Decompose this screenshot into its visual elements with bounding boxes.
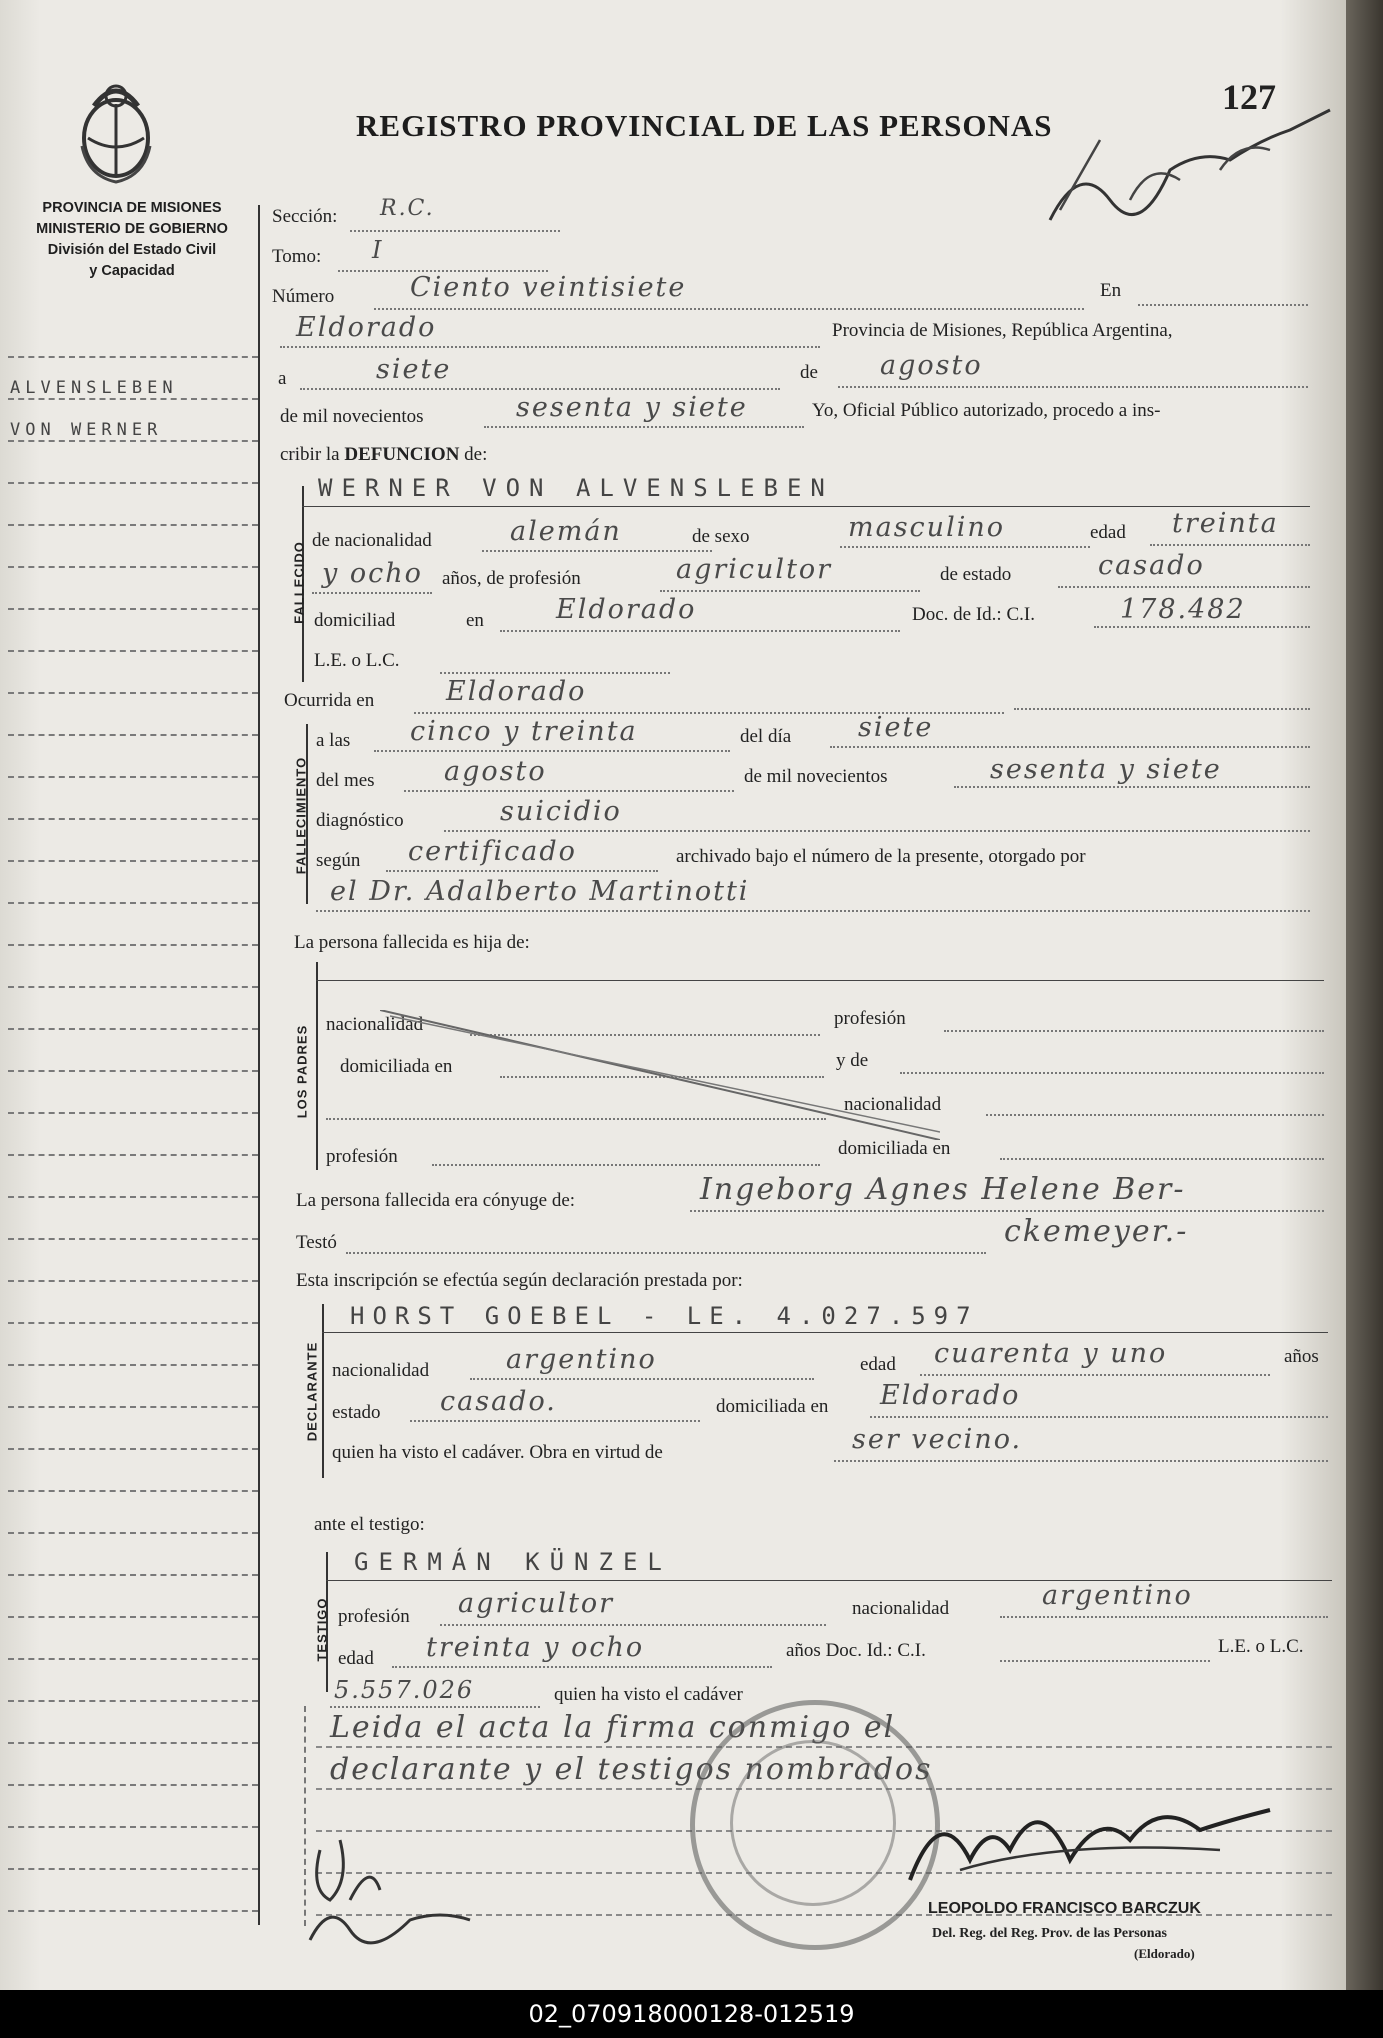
margin-rule-line bbox=[8, 482, 258, 484]
madre-nombre-line bbox=[900, 1072, 1324, 1074]
dept-line-ministry: MINISTERIO DE GOBIERNO bbox=[36, 221, 228, 237]
margin-rule-line bbox=[8, 1448, 258, 1450]
conyuge-value2: ckemeyer.- bbox=[1004, 1214, 1189, 1249]
conyuge-line bbox=[690, 1210, 1324, 1212]
margin-rule-line bbox=[8, 692, 258, 694]
mes-line bbox=[838, 386, 1308, 388]
margin-given-names: VON WERNER bbox=[10, 420, 163, 440]
conyuge-value1: Ingeborg Agnes Helene Ber- bbox=[700, 1172, 1186, 1207]
fallecimiento-tab: FALLECIMIENTO bbox=[293, 756, 309, 875]
declarante-nombre: HORST GOEBEL - LE. 4.027.597 bbox=[350, 1302, 979, 1330]
fallecido-doc-value: 178.482 bbox=[1120, 594, 1246, 625]
fallecimiento-segun-label: según bbox=[316, 850, 361, 871]
fallecido-sexo-value: masculino bbox=[848, 512, 1005, 543]
document-title: REGISTRO PROVINCIAL DE LAS PERSONAS bbox=[356, 108, 1053, 143]
margin-rule-line bbox=[8, 944, 258, 946]
book-spine bbox=[1346, 0, 1383, 1990]
fallecimiento-mes-line bbox=[404, 790, 734, 792]
testigo-prof-line bbox=[440, 1624, 826, 1626]
dept-line-province: PROVINCIA DE MISIONES bbox=[42, 200, 222, 216]
fallecimiento-segun-value: certificado bbox=[408, 836, 577, 867]
madre-nac-line bbox=[986, 1114, 1324, 1116]
margin-rule-line bbox=[8, 776, 258, 778]
fallecido-nac-label: de nacionalidad bbox=[312, 530, 432, 551]
oficial-text: Yo, Oficial Público autorizado, procedo a ins- bbox=[812, 400, 1161, 421]
testigo-doc-value: 5.557.026 bbox=[334, 1676, 475, 1704]
fallecido-edad-label: edad bbox=[1090, 522, 1126, 543]
declarante-visto-line bbox=[834, 1460, 1328, 1462]
testigo-nombre: GERMÁN KÜNZEL bbox=[354, 1548, 672, 1576]
fallecimiento-mes-value: agosto bbox=[444, 756, 547, 787]
declarante-tab: DECLARANTE bbox=[304, 1341, 320, 1442]
padre-prof-line bbox=[944, 1030, 1324, 1032]
fallecido-tab: FALLECIDO bbox=[291, 541, 307, 624]
declarante-dom-value: Eldorado bbox=[880, 1380, 1021, 1411]
inscribir-line bbox=[280, 444, 487, 466]
declarante-estado-value: casado. bbox=[440, 1386, 557, 1417]
seccion-line bbox=[350, 230, 560, 232]
margin-rule-line bbox=[8, 986, 258, 988]
dept-line-capacity: y Capacidad bbox=[89, 263, 175, 279]
declarante-visto-value: ser vecino. bbox=[852, 1424, 1023, 1455]
dia-value: siete bbox=[376, 354, 452, 385]
fallecimiento-dia-label: del día bbox=[740, 726, 792, 747]
declarante-nac-value: argentino bbox=[506, 1344, 657, 1375]
declarante-nac-label: nacionalidad bbox=[332, 1360, 430, 1381]
margin-rule-line bbox=[8, 566, 258, 568]
margin-surname: ALVENSLEBEN bbox=[10, 378, 178, 398]
fallecimiento-hora-label: a las bbox=[316, 730, 351, 751]
tomo-label: Tomo: bbox=[272, 246, 322, 267]
provincia-text: Provincia de Misiones, República Argentina, bbox=[832, 320, 1173, 341]
dept-line-division: División del Estado Civil bbox=[47, 242, 217, 258]
madre-prof-line bbox=[432, 1164, 820, 1166]
argentine-coat-of-arms-icon bbox=[74, 76, 158, 186]
fallecimiento-dia-value: siete bbox=[858, 712, 934, 743]
mil-novecientos-label: de mil novecientos bbox=[280, 406, 424, 427]
anio-value: sesenta y siete bbox=[516, 392, 748, 423]
fallecido-nombre-line bbox=[302, 506, 1310, 507]
ocurrida-line-2 bbox=[1014, 708, 1310, 710]
margin-rule-line bbox=[8, 608, 258, 610]
fallecimiento-diag-value: suicidio bbox=[500, 796, 622, 827]
numero-value: Ciento veintisiete bbox=[410, 272, 687, 303]
conyuge-label: La persona fallecida era cónyuge de: bbox=[296, 1190, 576, 1211]
fallecido-le-line bbox=[440, 672, 670, 674]
madre-prof-label: profesión bbox=[326, 1146, 398, 1167]
margin-rule-line bbox=[8, 650, 258, 652]
margin-rule-line bbox=[8, 1028, 258, 1030]
margin-rule-line bbox=[8, 1490, 258, 1492]
fallecido-prof-label: años, de profesión bbox=[442, 568, 581, 589]
fallecido-estado-line bbox=[1058, 586, 1310, 588]
margin-rule-line bbox=[8, 1280, 258, 1282]
padres-bracket bbox=[316, 962, 318, 1170]
fallecido-edad-line bbox=[1150, 544, 1310, 546]
margin-rule-line bbox=[8, 1700, 258, 1702]
declarante-dom-label: domiciliada en bbox=[716, 1396, 829, 1417]
fallecimiento-dia-line bbox=[830, 746, 1310, 748]
declarante-bracket bbox=[322, 1304, 324, 1478]
testigo-edad-value: treinta y ocho bbox=[426, 1632, 645, 1663]
oficial-lugar: (Eldorado) bbox=[1134, 1946, 1195, 1961]
fallecimiento-segun-line bbox=[386, 870, 658, 872]
tomo-value: I bbox=[372, 236, 384, 264]
margin-rule-line bbox=[8, 1742, 258, 1744]
fallecido-domiciliad-label: domiciliad bbox=[314, 610, 396, 631]
fallecimiento-medico-value: el Dr. Adalberto Martinotti bbox=[330, 876, 750, 907]
margin-rule-line bbox=[8, 1658, 258, 1660]
declarante-signature-icon bbox=[290, 1800, 490, 1950]
margin-rule-line bbox=[8, 398, 258, 400]
declarante-nac-line bbox=[470, 1378, 814, 1380]
cierre-line1: Leida el acta la firma conmigo el bbox=[330, 1710, 896, 1745]
numero-line bbox=[374, 308, 1084, 310]
numero-label: Número bbox=[272, 286, 335, 307]
madre-dom-label: domiciliada en bbox=[838, 1138, 951, 1159]
fallecimiento-mes-label: del mes bbox=[316, 770, 375, 791]
ocurrida-value: Eldorado bbox=[446, 676, 587, 707]
fallecimiento-mil-label: de mil novecientos bbox=[744, 766, 888, 787]
margin-rule-line bbox=[8, 860, 258, 862]
testigo-anios-doc-label: años Doc. Id.: C.I. bbox=[786, 1640, 926, 1661]
fallecimiento-hora-line bbox=[374, 750, 730, 752]
madre-nac-label: nacionalidad bbox=[844, 1094, 942, 1115]
declarante-intro: Esta inscripción se efectúa según declaración prestada por: bbox=[296, 1270, 743, 1291]
fallecido-nac-line bbox=[482, 550, 712, 552]
en-line bbox=[1138, 304, 1308, 306]
margin-rule-line bbox=[8, 1154, 258, 1156]
margin-rule-line bbox=[8, 1238, 258, 1240]
oficial-signature-icon bbox=[900, 1780, 1280, 1890]
oficial-nombre: LEOPOLDO FRANCISCO BARCZUK bbox=[928, 1900, 1201, 1917]
oficial-cargo: Del. Reg. del Reg. Prov. de las Personas bbox=[932, 1926, 1167, 1941]
padre-nac-label: nacionalidad bbox=[326, 1014, 424, 1035]
declarante-anios-label: años bbox=[1284, 1346, 1319, 1367]
madre-yde-label: y de bbox=[836, 1050, 869, 1071]
fallecido-sexo-label: de sexo bbox=[692, 526, 750, 547]
declarante-nombre-line bbox=[322, 1332, 1328, 1333]
fallecimiento-hora-value: cinco y treinta bbox=[410, 716, 638, 747]
testigo-edad-label: edad bbox=[338, 1648, 374, 1669]
fallecido-edad2-line bbox=[312, 592, 432, 594]
margin-rule-line bbox=[8, 902, 258, 904]
fallecido-dom-line bbox=[500, 630, 900, 632]
margin-rule-line bbox=[8, 1196, 258, 1198]
margin-rule-line bbox=[8, 734, 258, 736]
fallecido-nombre: WERNER VON ALVENSLEBEN bbox=[318, 474, 834, 502]
void-strike-line bbox=[380, 1010, 940, 1140]
declarante-dom-line bbox=[870, 1416, 1328, 1418]
cierre-line2: declarante y el testigos nombrados bbox=[330, 1752, 933, 1787]
margin-rule-line bbox=[8, 356, 258, 358]
testigo-intro: ante el testigo: bbox=[314, 1514, 425, 1535]
fallecido-le-label: L.E. o L.C. bbox=[314, 650, 400, 671]
margin-rule-line bbox=[8, 1616, 258, 1618]
image-id-footer: 02_070918000128-012519 bbox=[0, 1990, 1383, 2038]
lugar-value: Eldorado bbox=[296, 312, 437, 343]
fallecido-prof-line bbox=[660, 590, 920, 592]
declarante-edad-label: edad bbox=[860, 1354, 896, 1375]
de-label: de bbox=[800, 362, 818, 383]
fallecimiento-anio-line bbox=[954, 786, 1310, 788]
fallecido-dom-value: Eldorado bbox=[556, 594, 697, 625]
testigo-nac-line bbox=[1000, 1616, 1328, 1618]
fallecimiento-archivado-text: archivado bajo el número de la presente, otorgado por bbox=[676, 846, 1086, 867]
testigo-le-label: L.E. o L.C. bbox=[1218, 1636, 1304, 1657]
testigo-prof-label: profesión bbox=[338, 1606, 410, 1627]
declarante-visto-label: quien ha visto el cadáver. Obra en virtud de bbox=[332, 1442, 663, 1463]
margin-rule-line bbox=[8, 1406, 258, 1408]
fallecimiento-medico-line bbox=[316, 910, 1310, 912]
en-label: En bbox=[1100, 280, 1122, 301]
testo-line bbox=[346, 1252, 986, 1254]
declarante-estado-line bbox=[410, 1420, 700, 1422]
seal-inner-ring bbox=[730, 1740, 896, 1906]
fallecido-sexo-line bbox=[840, 546, 1090, 548]
margin-divider bbox=[258, 205, 260, 1925]
seccion-label: Sección: bbox=[272, 206, 338, 227]
margin-rule-line bbox=[8, 818, 258, 820]
margin-rule-line bbox=[8, 1574, 258, 1576]
page-number: 127 bbox=[1222, 77, 1276, 117]
fallecido-edad-value1: treinta bbox=[1172, 508, 1279, 539]
dia-line bbox=[300, 388, 780, 390]
fallecido-nac-value: alemán bbox=[510, 516, 622, 547]
declarante-edad-value: cuarenta y uno bbox=[934, 1338, 1168, 1369]
padres-tab: LOS PADRES bbox=[294, 1024, 310, 1119]
declarante-estado-label: estado bbox=[332, 1402, 381, 1423]
mes-value: agosto bbox=[880, 350, 983, 381]
fallecimiento-diag-label: diagnóstico bbox=[316, 810, 404, 831]
lugar-line bbox=[280, 346, 820, 348]
testigo-tab: TESTIGO bbox=[314, 1597, 330, 1662]
fallecimiento-diag-line bbox=[444, 830, 1310, 832]
de-colon: de: bbox=[464, 444, 488, 465]
testigo-visto-label: quien ha visto el cadáver bbox=[554, 1684, 743, 1705]
anio-line bbox=[484, 426, 804, 428]
ocurrida-label: Ocurrida en bbox=[284, 690, 375, 711]
testigo-prof-value: agricultor bbox=[458, 1588, 615, 1619]
margin-rule-line bbox=[8, 1364, 258, 1366]
fallecido-doc-line bbox=[1094, 626, 1310, 628]
department-header bbox=[8, 198, 256, 282]
margin-rule-line bbox=[8, 1070, 258, 1072]
seccion-value: R.C. bbox=[380, 196, 435, 221]
a-label: a bbox=[278, 368, 287, 389]
padres-intro: La persona fallecida es hija de: bbox=[294, 932, 530, 953]
handwritten-signature-icon bbox=[1040, 100, 1340, 230]
margin-rule-line bbox=[8, 524, 258, 526]
margin-rule-line bbox=[8, 1910, 258, 1912]
margin-rule-line bbox=[8, 1322, 258, 1324]
margin-rule-line bbox=[8, 1112, 258, 1114]
fallecido-edad-value2: y ocho bbox=[322, 558, 423, 589]
testigo-nac-value: argentino bbox=[1042, 1580, 1193, 1611]
madre-dom-line bbox=[1000, 1158, 1324, 1160]
defuncion-word: DEFUNCION bbox=[344, 444, 460, 465]
fallecido-estado-label: de estado bbox=[940, 564, 1012, 585]
fallecido-estado-value: casado bbox=[1098, 550, 1205, 581]
fallecido-prof-value: agricultor bbox=[676, 554, 833, 585]
padre-nombre-line bbox=[316, 980, 1324, 981]
testigo-doc-value-line bbox=[330, 1706, 540, 1708]
fallecido-en-label: en bbox=[466, 610, 484, 631]
inscribir-text: cribir la bbox=[280, 444, 340, 465]
testigo-edad-line bbox=[392, 1666, 772, 1668]
fallecimiento-anio-value: sesenta y siete bbox=[990, 754, 1222, 785]
margin-rule-line bbox=[8, 1826, 258, 1828]
padre-prof-label: profesión bbox=[834, 1008, 906, 1029]
fallecido-doc-label: Doc. de Id.: C.I. bbox=[912, 604, 1035, 625]
margin-rule-line bbox=[8, 440, 258, 442]
margin-rule-line bbox=[8, 1532, 258, 1534]
margin-rule-line bbox=[8, 1784, 258, 1786]
testigo-doc-line bbox=[1000, 1660, 1210, 1662]
testigo-nac-label: nacionalidad bbox=[852, 1598, 950, 1619]
testo-label: Testó bbox=[296, 1232, 337, 1253]
margin-rule-line bbox=[8, 1868, 258, 1870]
padre-dom-label: domiciliada en bbox=[340, 1056, 453, 1077]
declarante-edad-line bbox=[920, 1374, 1270, 1376]
